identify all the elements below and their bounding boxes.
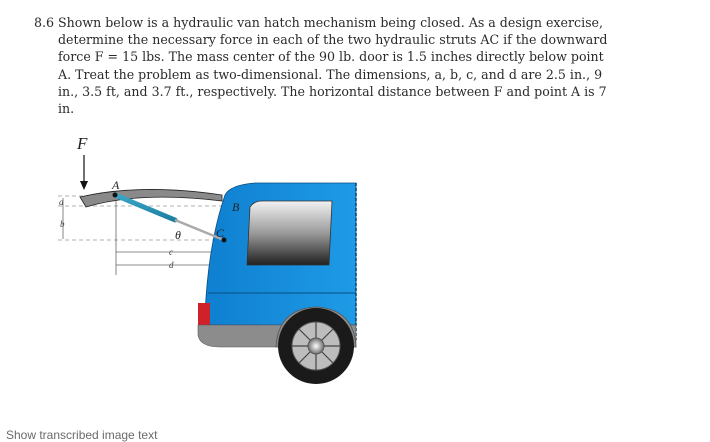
problem-line: determine the necessary force in each of the two hydraulic struts AC if the downward <box>58 32 608 48</box>
label-angle: θ <box>175 228 181 242</box>
label-dim-c: c <box>169 247 173 257</box>
problem-number: 8.6 <box>34 15 55 30</box>
label-point-c: C <box>216 226 225 240</box>
problem-line: in., 3.5 ft, and 3.7 ft., respectively. The horizontal distance between F and point A is 7 <box>58 83 607 99</box>
tail-light <box>198 303 210 325</box>
problem-body <box>58 14 624 117</box>
label-dim-a: a <box>59 197 64 207</box>
problem-line: force F = 15 lbs. The mass center of the 90 lb. door is 1.5 inches directly below point <box>58 49 604 65</box>
label-force: F <box>77 134 88 153</box>
label-point-a: A <box>112 178 120 192</box>
strut-cylinder <box>115 195 175 220</box>
label-dim-d: d <box>169 260 174 270</box>
van-window <box>247 201 332 265</box>
label-point-b: B <box>232 200 240 214</box>
problem-line: A. Treat the problem as two-dimensional. The dimensions, a, b, c, and d are 2.5 in., 9 <box>58 66 603 82</box>
problem-statement <box>34 14 624 117</box>
label-dim-b: b <box>60 219 65 229</box>
hatch-door <box>80 189 222 207</box>
show-transcribed-text-link[interactable]: Show transcribed image text <box>6 428 158 442</box>
problem-line: Shown below is a hydraulic van hatch mechanism being closed. As a design exercise, <box>58 15 604 30</box>
problem-line: in. <box>58 101 75 117</box>
van-hatch-diagram <box>40 125 380 400</box>
